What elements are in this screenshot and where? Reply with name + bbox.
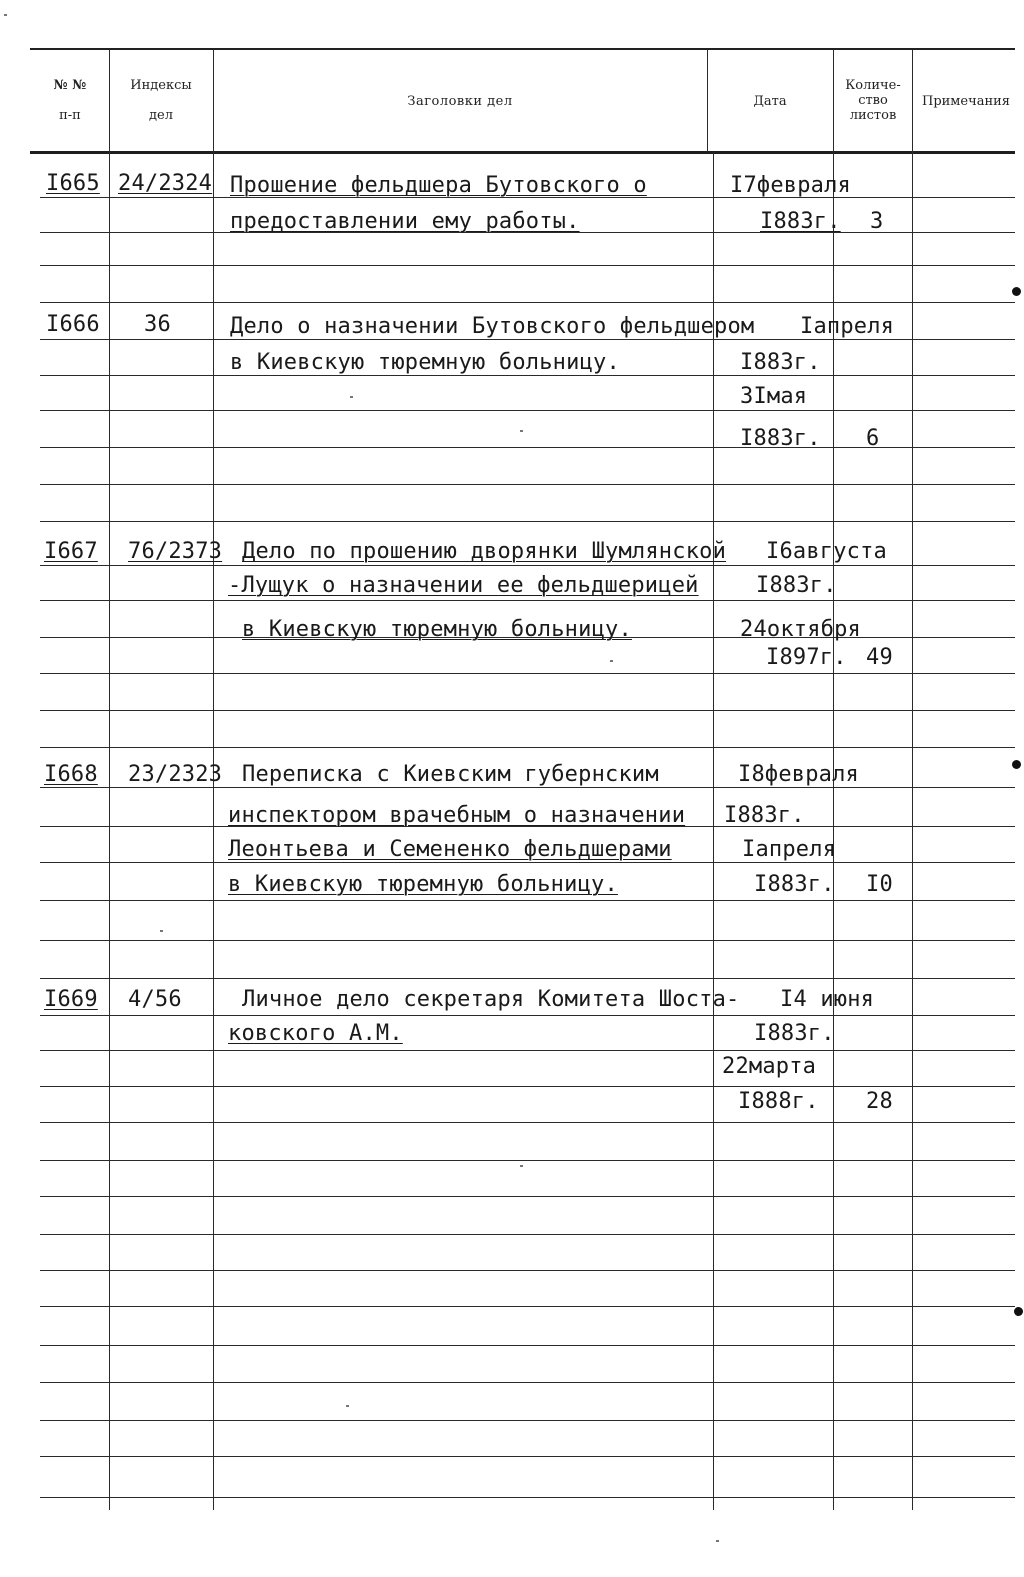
record-date-line: I8февраля bbox=[738, 762, 860, 787]
header-number bbox=[32, 78, 108, 124]
record-title-line: инспектором врачебным о назначении bbox=[228, 803, 686, 828]
record-title-line: -Лущук о назначении ее фельдшерицей bbox=[228, 573, 699, 598]
record-date-line: I6августа bbox=[766, 539, 888, 564]
row-rule bbox=[40, 521, 1015, 522]
record-index: 36 bbox=[144, 312, 171, 337]
record-index: 23/2323 bbox=[128, 762, 223, 787]
record-number: I668 bbox=[44, 762, 98, 787]
record-title-line: Дело о назначении Бутовского фельдшером bbox=[230, 314, 755, 339]
record-sheet-count: 6 bbox=[866, 426, 880, 451]
row-rule bbox=[40, 1050, 1015, 1051]
record-date-line: Iапреля bbox=[742, 837, 837, 862]
row-rule bbox=[40, 940, 1015, 941]
row-rule bbox=[40, 1456, 1015, 1457]
scan-speck bbox=[610, 660, 613, 662]
record-title-line: Прошение фельдшера Бутовского о bbox=[230, 173, 647, 198]
record-index: 76/2373 bbox=[128, 539, 223, 564]
punch-mark bbox=[1014, 1307, 1023, 1316]
record-number: I666 bbox=[46, 312, 100, 337]
scan-speck bbox=[4, 14, 7, 16]
record-date-line: I883г. bbox=[754, 872, 835, 897]
row-rule bbox=[40, 978, 1015, 979]
header-sheet-count bbox=[834, 78, 912, 123]
scan-speck bbox=[520, 430, 523, 432]
row-rule bbox=[40, 1270, 1015, 1271]
header-count-line2: ство bbox=[858, 93, 888, 108]
row-rule bbox=[40, 862, 1015, 863]
record-date-line: I883г. bbox=[740, 426, 821, 451]
scan-speck bbox=[350, 396, 353, 398]
scan-speck bbox=[346, 1405, 349, 1407]
header-titles: Заголовки дел bbox=[407, 94, 513, 109]
scan-speck bbox=[716, 1540, 719, 1542]
header-number-line1: № № bbox=[53, 78, 87, 93]
record-date-line: I7февраля bbox=[730, 173, 852, 198]
top-border bbox=[30, 48, 1015, 50]
row-rule bbox=[40, 900, 1015, 901]
header-notes: Примечания bbox=[921, 94, 1010, 109]
row-rule bbox=[40, 1086, 1015, 1087]
row-rule bbox=[40, 1497, 1015, 1498]
record-title-line: Личное дело секретаря Комитета Шоста- bbox=[242, 987, 740, 1012]
row-rule bbox=[40, 1420, 1015, 1421]
row-rule bbox=[40, 673, 1015, 674]
row-rule bbox=[40, 1345, 1015, 1346]
header-index-line1: Индексы bbox=[130, 78, 192, 93]
column-divider bbox=[707, 50, 708, 152]
record-title-line: Леонтьева и Семененко фельдшерами bbox=[228, 837, 672, 862]
row-rule bbox=[40, 710, 1015, 711]
record-index: 4/56 bbox=[128, 987, 182, 1012]
row-rule bbox=[40, 410, 1015, 411]
record-sheet-count: I0 bbox=[866, 872, 893, 897]
scan-speck bbox=[520, 1165, 523, 1167]
row-rule bbox=[40, 1306, 1015, 1307]
record-title-line: в Киевскую тюремную больницу. bbox=[228, 872, 618, 897]
header-index bbox=[111, 78, 211, 124]
record-date-line: I883г. bbox=[760, 209, 841, 234]
row-rule bbox=[40, 302, 1015, 303]
header-index-line2: дел bbox=[149, 108, 173, 123]
record-title-line: предоставлении ему работы. bbox=[230, 209, 580, 234]
row-rule bbox=[40, 484, 1015, 485]
record-date-line: I883г. bbox=[756, 573, 837, 598]
record-date-line: 22марта bbox=[722, 1054, 817, 1079]
record-date-line: I883г. bbox=[740, 350, 821, 375]
record-number: I669 bbox=[44, 987, 98, 1012]
row-rule bbox=[40, 1234, 1015, 1235]
row-rule bbox=[40, 1196, 1015, 1197]
record-date-line: I4 июня bbox=[780, 987, 875, 1012]
column-divider bbox=[912, 50, 913, 1510]
row-rule bbox=[40, 339, 1015, 340]
row-rule bbox=[40, 747, 1015, 748]
record-date-line: Iапреля bbox=[800, 314, 895, 339]
record-date-line: 3Iмая bbox=[740, 384, 808, 409]
record-date-line: 24октября bbox=[740, 617, 862, 642]
row-rule bbox=[40, 375, 1015, 376]
row-rule bbox=[40, 1160, 1015, 1161]
header-bottom-border bbox=[30, 151, 1015, 154]
header-count-line1: Количе- bbox=[845, 78, 901, 93]
record-title-line: ковского А.М. bbox=[228, 1021, 403, 1046]
record-date-line: I883г. bbox=[724, 803, 805, 828]
record-sheet-count: 49 bbox=[866, 645, 893, 670]
scan-speck bbox=[160, 930, 163, 932]
row-rule bbox=[40, 265, 1015, 266]
row-rule bbox=[40, 787, 1015, 788]
row-rule bbox=[40, 565, 1015, 566]
row-rule bbox=[40, 1382, 1015, 1383]
record-title-line: в Киевскую тюремную больницу. bbox=[242, 617, 632, 642]
record-sheet-count: 28 bbox=[866, 1089, 893, 1114]
punch-mark bbox=[1012, 287, 1021, 296]
record-sheet-count: 3 bbox=[870, 209, 884, 234]
row-rule bbox=[40, 600, 1015, 601]
column-divider bbox=[109, 50, 110, 1510]
header-count-line3: листов bbox=[849, 108, 897, 123]
header-number-line2: п-п bbox=[59, 108, 81, 123]
record-index: 24/2324 bbox=[118, 171, 213, 196]
record-date-line: I897г. bbox=[766, 645, 847, 670]
record-title-line: Дело по прошению дворянки Шумлянской bbox=[242, 539, 727, 564]
record-date-line: I888г. bbox=[738, 1089, 819, 1114]
record-number: I667 bbox=[44, 539, 98, 564]
record-date-line: I883г. bbox=[754, 1021, 835, 1046]
row-rule bbox=[40, 1015, 1015, 1016]
row-rule bbox=[40, 1122, 1015, 1123]
record-title-line: Переписка с Киевским губернским bbox=[242, 762, 659, 787]
record-number: I665 bbox=[46, 171, 100, 196]
header-date: Дата bbox=[753, 94, 787, 109]
record-title-line: в Киевскую тюремную больницу. bbox=[230, 350, 620, 375]
punch-mark bbox=[1012, 760, 1021, 769]
